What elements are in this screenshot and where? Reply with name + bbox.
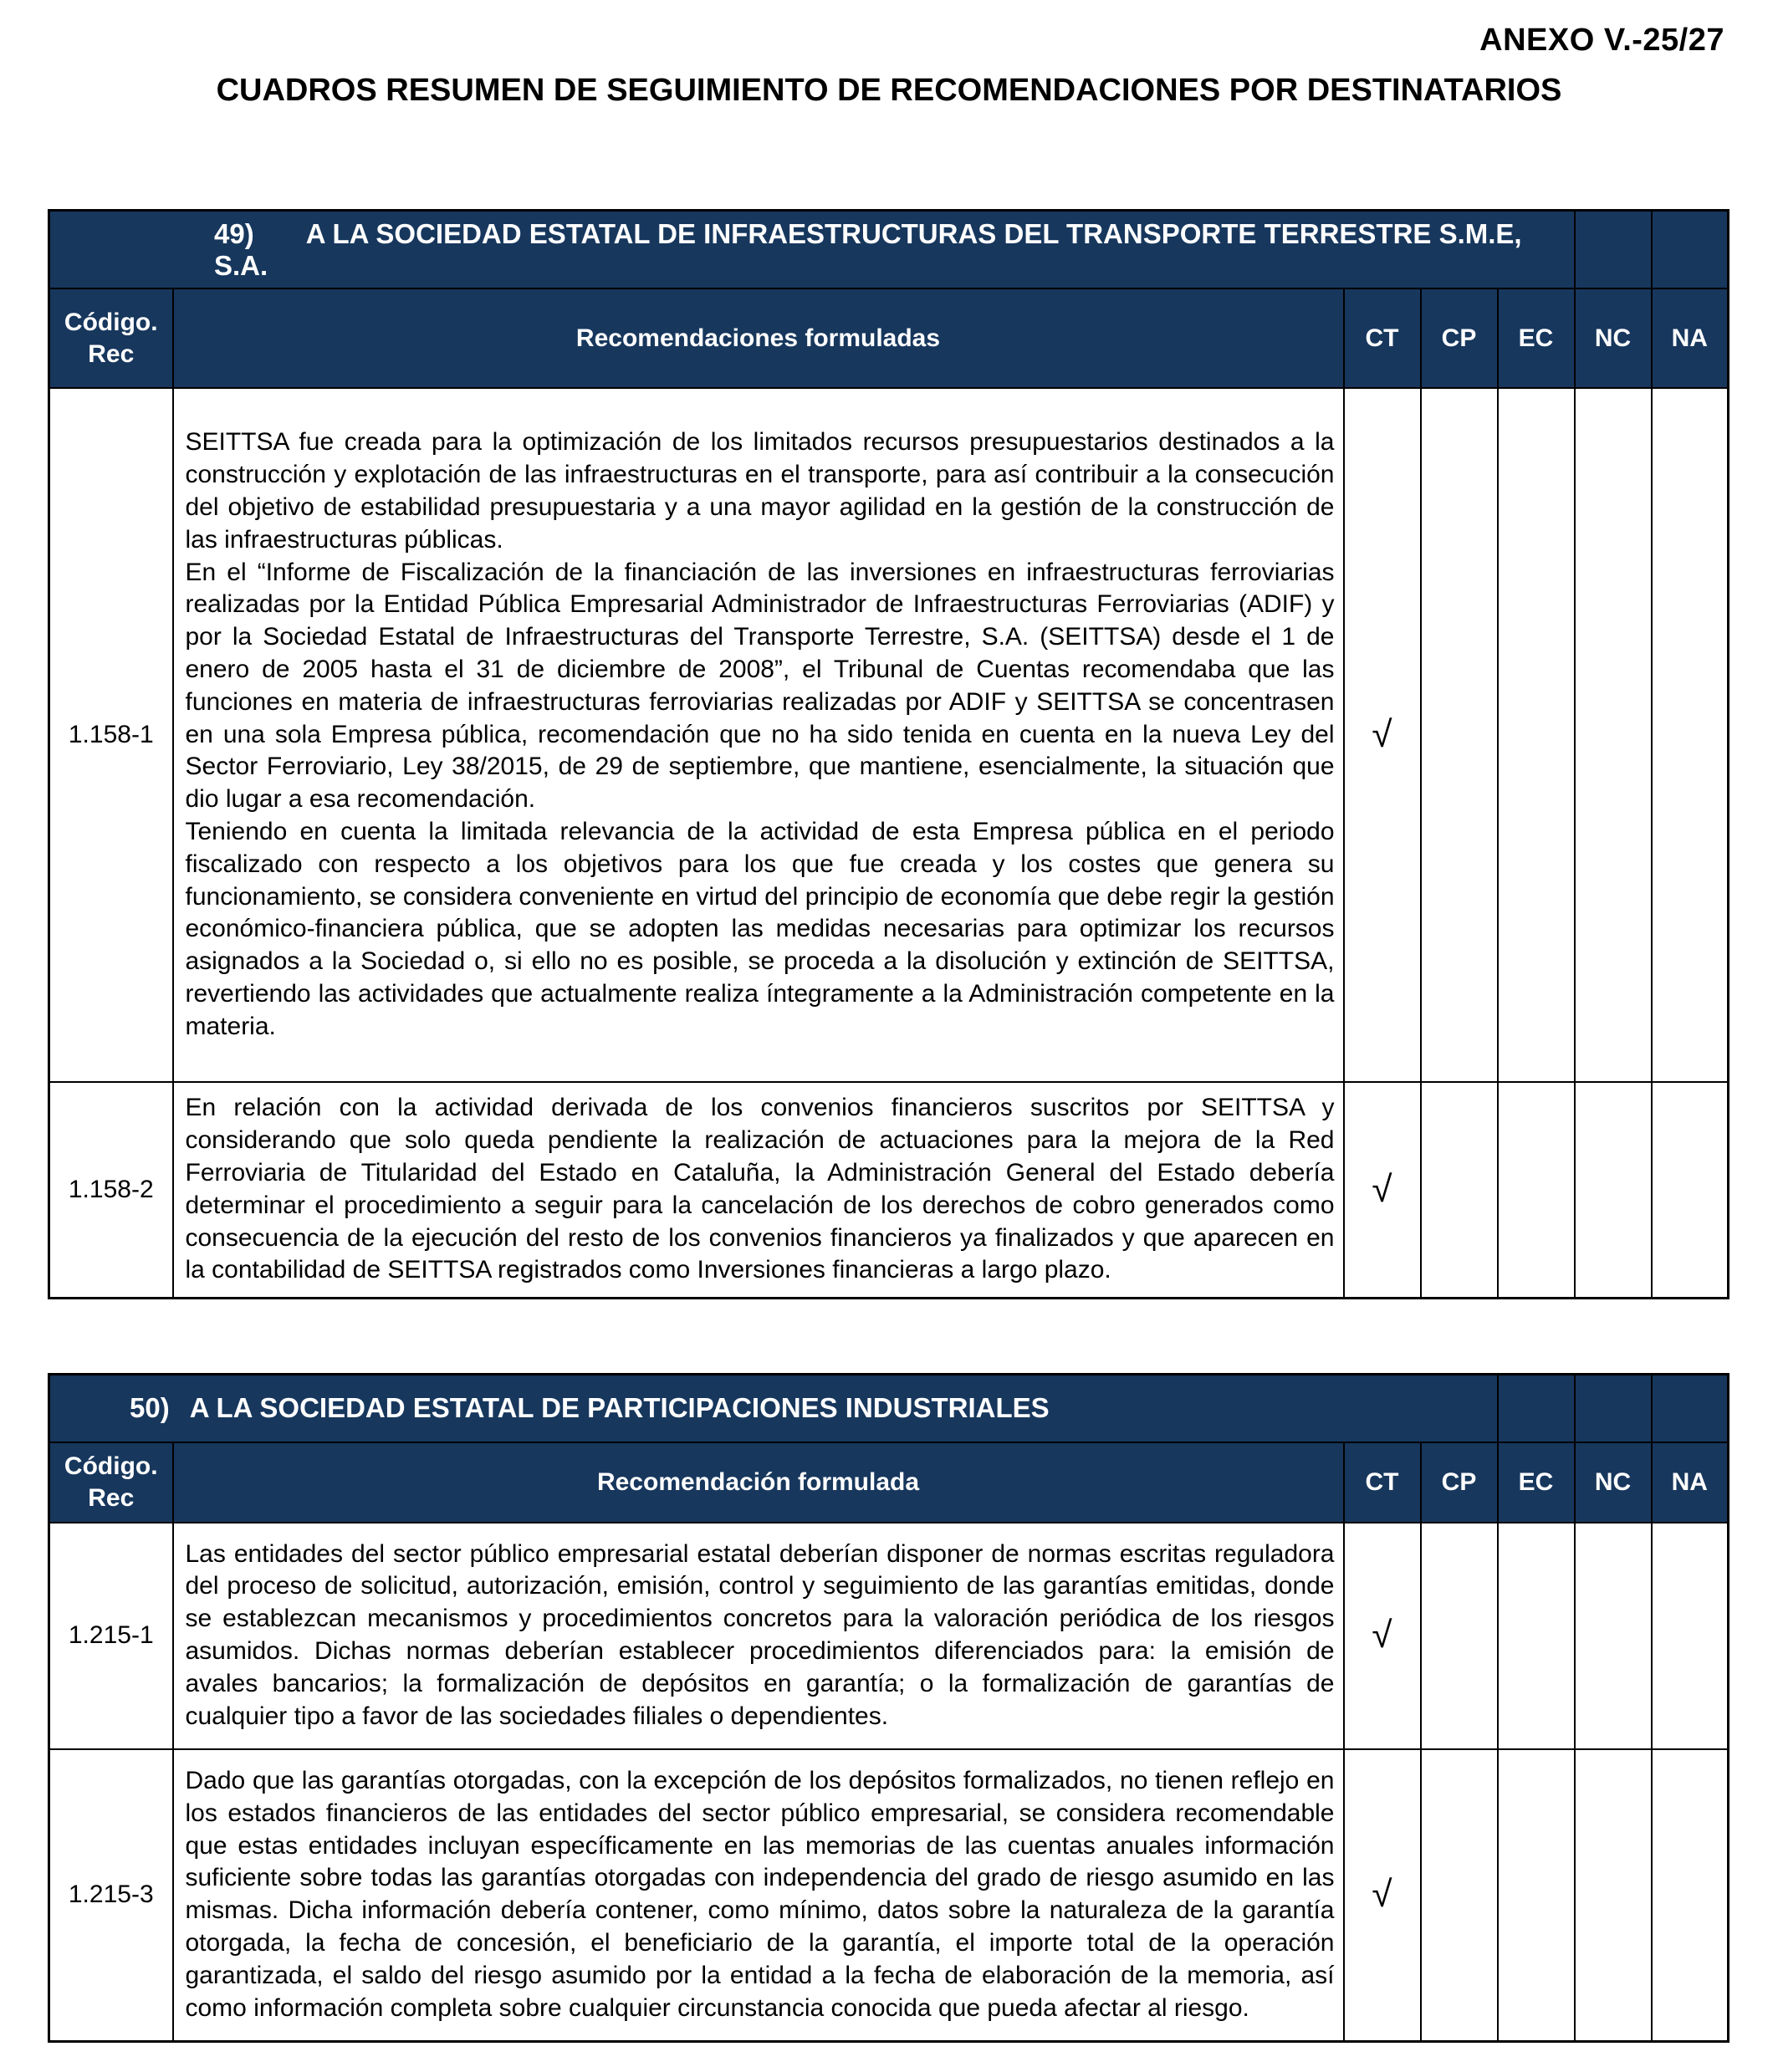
check-ec bbox=[1498, 388, 1575, 1082]
column-header-na: NA bbox=[1652, 288, 1729, 388]
table-49-number: 49) bbox=[214, 217, 254, 249]
column-header-nc: NC bbox=[1575, 288, 1652, 388]
check-na bbox=[1652, 388, 1729, 1082]
column-header-codigo-line2: Rec bbox=[88, 339, 135, 368]
recommendation-paragraph: Teniendo en cuenta la limitada relevancia de la actividad de esta Empresa pública en el periodo fiscalizado con respecto a los objetivos para los que fue creada y los costes que genera su funcionamiento, se considera conveniente en virtud del principio de economía que debe regir la gestión económico-financiera pública, que se adopten las medidas necesarias para optimizar los recursos asignados a la Sociedad o, si ello no es posible, se proceda a la disolución y extinción de SEITTSA, revertiendo las actividades que actualmente realiza íntegramente a la Administración competente en la materia. bbox=[185, 817, 1335, 1040]
table-50-title-empty-ec bbox=[1498, 1374, 1575, 1442]
column-header-codigo-rec bbox=[49, 1442, 173, 1523]
check-na bbox=[1652, 1749, 1729, 2042]
column-header-cp: CP bbox=[1421, 288, 1498, 388]
column-header-ec: EC bbox=[1498, 1442, 1575, 1523]
column-header-na: NA bbox=[1652, 1442, 1729, 1523]
column-header-codigo-rec bbox=[49, 288, 173, 388]
check-na bbox=[1652, 1523, 1729, 1749]
check-nc bbox=[1575, 1523, 1652, 1749]
check-cp bbox=[1421, 1749, 1498, 2042]
recommendation-cell bbox=[173, 388, 1344, 1082]
check-nc bbox=[1575, 388, 1652, 1082]
page-title: CUADROS RESUMEN DE SEGUIMIENTO DE RECOMENDACIONES POR DESTINATARIOS bbox=[216, 73, 1562, 108]
table-50-title: A LA SOCIEDAD ESTATAL DE PARTICIPACIONES INDUSTRIALES bbox=[189, 1392, 1050, 1423]
check-ct: √ bbox=[1344, 1523, 1421, 1749]
column-header-codigo-line1: Código. bbox=[64, 1452, 158, 1480]
table-49-title-empty-nc bbox=[1575, 211, 1652, 289]
recommendation-cell bbox=[173, 1082, 1344, 1298]
code-cell: 1.215-1 bbox=[49, 1523, 173, 1749]
check-ec bbox=[1498, 1523, 1575, 1749]
recommendation-cell bbox=[173, 1523, 1344, 1749]
table-49-title-cell bbox=[49, 211, 1575, 289]
check-nc bbox=[1575, 1082, 1652, 1298]
table-50 bbox=[48, 1373, 1729, 2044]
recommendation-paragraph: SEITTSA fue creada para la optimización de los limitados recursos presupuestarios destinados a la construcción y explotación de las infraestructuras en el transporte, para así contribuir a la consecución del objetivo de estabilidad presupuestaria y a una mayor agilidad en la gestión de la construcción de las infraestructuras públicas. bbox=[185, 428, 1335, 554]
column-header-recomendaciones: Recomendaciones formuladas bbox=[173, 288, 1344, 388]
page-header bbox=[0, 0, 1778, 109]
table-50-title-row bbox=[49, 1374, 1729, 1442]
check-ct: √ bbox=[1344, 388, 1421, 1082]
column-header-nc: NC bbox=[1575, 1442, 1652, 1523]
table-row bbox=[49, 1523, 1729, 1749]
check-ec bbox=[1498, 1749, 1575, 2042]
column-header-recomendacion: Recomendación formulada bbox=[173, 1442, 1344, 1523]
check-ct: √ bbox=[1344, 1082, 1421, 1298]
table-row bbox=[49, 1082, 1729, 1298]
column-header-ct: CT bbox=[1344, 288, 1421, 388]
code-cell: 1.158-2 bbox=[49, 1082, 173, 1298]
table-50-header-row bbox=[49, 1442, 1729, 1523]
table-50-title-empty-nc bbox=[1575, 1374, 1652, 1442]
table-row bbox=[49, 388, 1729, 1082]
table-49-title-row bbox=[49, 211, 1729, 289]
code-cell: 1.215-3 bbox=[49, 1749, 173, 2042]
column-header-cp: CP bbox=[1421, 1442, 1498, 1523]
check-na bbox=[1652, 1082, 1729, 1298]
code-cell: 1.158-1 bbox=[49, 388, 173, 1082]
table-49-title-empty-na bbox=[1652, 211, 1729, 289]
column-header-ct: CT bbox=[1344, 1442, 1421, 1523]
column-header-codigo-line1: Código. bbox=[64, 308, 158, 336]
annex-label: ANEXO V.-25/27 bbox=[1479, 23, 1724, 58]
table-50-number: 50) bbox=[130, 1392, 170, 1423]
recommendation-paragraph: Dado que las garantías otorgadas, con la excepción de los depósitos formalizados, no tienen reflejo en los estados financieros de las entidades del sector público empresarial, se considera recomendable que estas entidades incluyan específicamente en las memorias de las cuentas anuales información suficiente sobre todas las garantías otorgadas con independencia del grado de riesgo asumido en las mismas. Dicha información debería contener, como mínimo, datos sobre la naturaleza de la garantía otorgada, la fecha de concesión, el beneficiario de la garantía, el importe total de la operación garantizada, el saldo del riesgo asumido por la entidad a la fecha de elaboración de la memoria, así como información completa sobre cualquier circunstancia conocida que pueda afectar al riesgo. bbox=[185, 1767, 1335, 2022]
check-ec bbox=[1498, 1082, 1575, 1298]
recommendation-cell bbox=[173, 1749, 1344, 2042]
check-cp bbox=[1421, 1523, 1498, 1749]
table-row bbox=[49, 1749, 1729, 2042]
check-ct: √ bbox=[1344, 1749, 1421, 2042]
check-cp bbox=[1421, 388, 1498, 1082]
table-49 bbox=[48, 209, 1729, 1299]
column-header-ec: EC bbox=[1498, 288, 1575, 388]
check-cp bbox=[1421, 1082, 1498, 1298]
recommendation-paragraph: Las entidades del sector público empresarial estatal deberían disponer de normas escritas reguladora del proceso de solicitud, autorización, emisión, control y seguimiento de las garantías emitidas, donde se establezcan mecanismos y procedimientos concretos para la valoración periódica de los riesgos asumidos. Dichas normas deberían establecer procedimientos diferenciados para: la emisión de avales bancarios; la formalización de depósitos en garantía; o la formalización de garantías de cualquier tipo a favor de las sociedades filiales o dependientes. bbox=[185, 1539, 1335, 1730]
column-header-codigo-line2: Rec bbox=[88, 1483, 135, 1512]
check-nc bbox=[1575, 1749, 1652, 2042]
table-50-title-empty-na bbox=[1652, 1374, 1729, 1442]
table-49-title: A LA SOCIEDAD ESTATAL DE INFRAESTRUCTURAS DEL TRANSPORTE TERRESTRE S.M.E, S.A. bbox=[214, 217, 1522, 281]
table-50-title-cell bbox=[49, 1374, 1498, 1442]
table-49-header-row bbox=[49, 288, 1729, 388]
recommendation-paragraph: En relación con la actividad derivada de los convenios financieros suscritos por SEITTSA y considerando que solo queda pendiente la realización de actuaciones para la mejora de la Red Ferroviaria de Titularidad del Estado en Cataluña, la Administración General del Estado debería determinar el procedimiento a seguir para la cancelación de los derechos de cobro generados como consecuencia de la ejecución del resto de los convenios financieros ya finalizados y que aparecen en la contabilidad de SEITTSA registrados como Inversiones financieras a largo plazo. bbox=[185, 1094, 1335, 1284]
recommendation-paragraph: En el “Informe de Fiscalización de la financiación de las inversiones en infraestructuras ferroviarias realizadas por la Entidad Pública Empresarial Administrador de Infraestructuras Ferroviarias (ADIF) y por la Sociedad Estatal de Infraestructuras del Transporte Terrestre, S.A. (SEITTSA) desde el 1 de enero de 2005 hasta el 31 de diciembre de 2008”, el Tribunal de Cuentas recomendaba que las funciones en materia de infraestructuras ferroviarias realizadas por ADIF y SEITTSA se concentrasen en una sola Empresa pública, recomendación que no ha sido tenida en cuenta en la nueva Ley del Sector Ferroviario, Ley 38/2015, de 29 de septiembre, que mantiene, esencialmente, la situación que dio lugar a esa recomendación. bbox=[185, 558, 1335, 814]
